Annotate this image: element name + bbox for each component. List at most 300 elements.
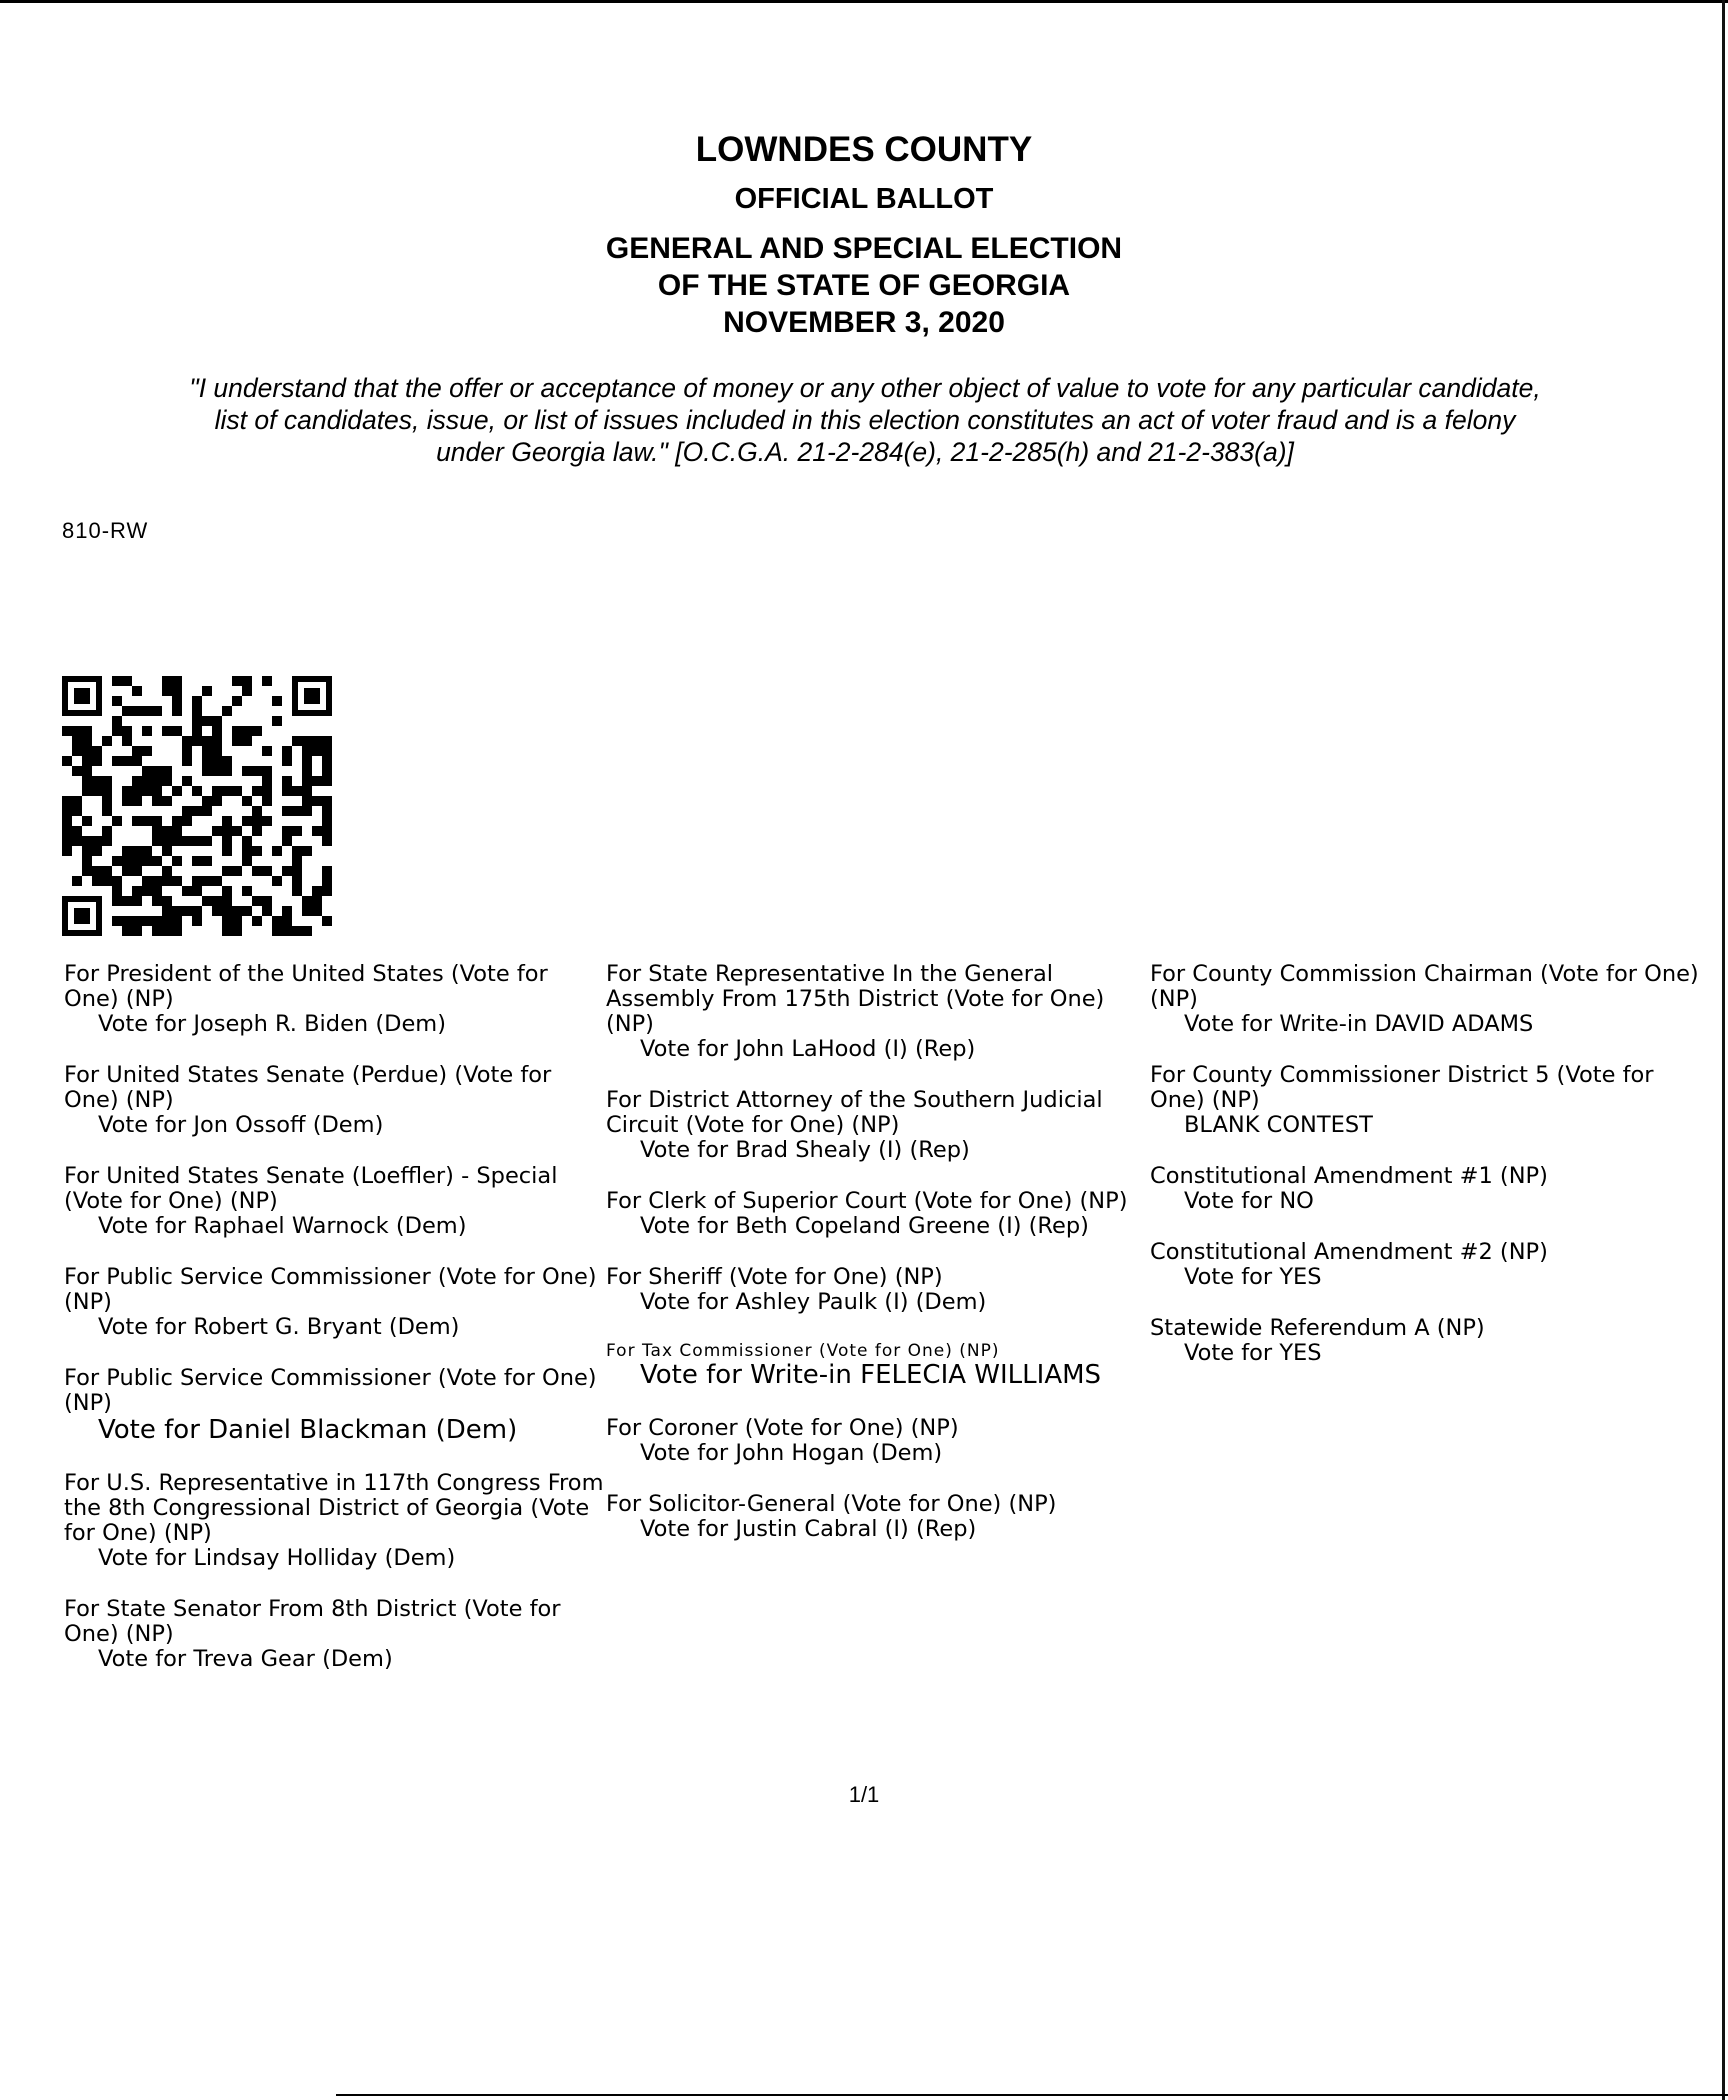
qr-module	[252, 816, 262, 826]
qr-module	[312, 776, 322, 786]
voter-fraud-notice	[60, 372, 1670, 468]
qr-module	[132, 746, 142, 756]
qr-module	[172, 836, 182, 846]
qr-module	[292, 736, 302, 746]
qr-module	[122, 676, 132, 686]
qr-module	[102, 806, 112, 816]
contest-selection: Vote for Treva Gear (Dem)	[98, 1646, 393, 1672]
qr-module	[322, 836, 332, 846]
qr-module	[322, 766, 332, 776]
contest-selection: Vote for YES	[1184, 1264, 1322, 1290]
qr-module	[322, 806, 332, 816]
contest-selection: Vote for Daniel Blackman (Dem)	[98, 1415, 518, 1445]
qr-module	[162, 826, 172, 836]
contest-title: For President of the United States (Vote for One) (NP)	[64, 961, 548, 1012]
qr-module	[62, 796, 72, 806]
qr-module	[262, 766, 272, 776]
qr-module	[212, 716, 222, 726]
qr-module	[82, 816, 92, 826]
qr-module	[222, 756, 232, 766]
qr-module	[252, 766, 262, 776]
qr-module	[62, 816, 72, 826]
qr-module	[112, 676, 122, 686]
qr-module	[142, 876, 152, 886]
contest-block	[606, 1189, 1146, 1239]
contest-block	[64, 1164, 604, 1239]
qr-module	[142, 916, 152, 926]
contest-title: For Solicitor-General (Vote for One) (NP)	[606, 1491, 1057, 1517]
qr-module	[142, 856, 152, 866]
contest-block	[1150, 962, 1710, 1037]
contest-selection: Vote for Lindsay Holliday (Dem)	[98, 1545, 456, 1571]
qr-module	[72, 806, 82, 816]
qr-module	[242, 726, 252, 736]
qr-module	[192, 876, 202, 886]
qr-module	[132, 776, 142, 786]
qr-module	[312, 736, 322, 746]
qr-module	[112, 816, 122, 826]
qr-module	[162, 906, 172, 916]
contest-title: For United States Senate (Perdue) (Vote for One) (NP)	[64, 1062, 552, 1113]
qr-module	[322, 886, 332, 896]
qr-module	[202, 806, 212, 816]
qr-module	[72, 746, 82, 756]
qr-module	[152, 896, 162, 906]
contest-block	[64, 962, 604, 1037]
qr-module	[252, 806, 262, 816]
qr-module	[232, 696, 242, 706]
qr-module	[162, 866, 172, 876]
qr-module	[152, 816, 162, 826]
qr-module	[272, 846, 282, 856]
qr-module	[292, 866, 302, 876]
qr-module	[322, 746, 332, 756]
qr-module	[252, 846, 262, 856]
contest-title: For County Commission Chairman (Vote for One) (NP)	[1150, 961, 1699, 1012]
qr-module	[102, 776, 112, 786]
qr-module	[162, 876, 172, 886]
qr-module	[192, 706, 202, 716]
qr-module	[112, 886, 122, 896]
qr-module	[82, 786, 92, 796]
qr-module	[302, 756, 312, 766]
qr-module	[272, 916, 282, 926]
qr-module	[192, 786, 202, 796]
notice-line-2: list of candidates, issue, or list of issues included in this election constitutes an act of voter fraud and is a felony	[214, 405, 1516, 435]
qr-module	[152, 926, 162, 936]
qr-module	[222, 706, 232, 716]
qr-module	[302, 746, 312, 756]
contest-block	[606, 1416, 1146, 1466]
qr-module	[92, 846, 102, 856]
qr-module	[122, 926, 132, 936]
qr-module	[232, 866, 242, 876]
qr-module	[72, 836, 82, 846]
qr-module	[82, 856, 92, 866]
election-name-line2: OF THE STATE OF GEORGIA	[657, 269, 1071, 302]
qr-module	[232, 676, 242, 686]
qr-module	[82, 756, 92, 766]
qr-module	[132, 786, 142, 796]
qr-code	[62, 676, 332, 936]
qr-module	[72, 796, 82, 806]
qr-module	[282, 746, 292, 756]
qr-module	[222, 786, 232, 796]
qr-module	[132, 846, 142, 856]
qr-module	[122, 706, 132, 716]
notice-line-1: "I understand that the offer or acceptance of money or any other object of value to vote for any particular candidate,	[189, 373, 1541, 403]
qr-module	[162, 726, 172, 736]
qr-module	[232, 906, 242, 916]
qr-module	[242, 736, 252, 746]
qr-module	[262, 816, 272, 826]
qr-module	[92, 756, 102, 766]
qr-module	[212, 786, 222, 796]
qr-module	[102, 736, 112, 746]
qr-module	[152, 786, 162, 796]
qr-module	[162, 916, 172, 926]
qr-module	[172, 916, 182, 926]
qr-module	[122, 896, 132, 906]
qr-module	[292, 846, 302, 856]
qr-module	[92, 836, 102, 846]
qr-finder-top-right	[292, 676, 332, 716]
scan-border-top	[0, 0, 1728, 3]
qr-module	[282, 836, 292, 846]
qr-module	[222, 866, 232, 876]
qr-module	[132, 926, 142, 936]
qr-module	[172, 786, 182, 796]
qr-module	[122, 786, 132, 796]
qr-module	[152, 766, 162, 776]
qr-module	[142, 706, 152, 716]
qr-module	[202, 836, 212, 846]
qr-module	[132, 896, 142, 906]
qr-module	[102, 796, 112, 806]
contest-selection: Vote for Robert G. Bryant (Dem)	[98, 1314, 460, 1340]
contest-title: For Public Service Commissioner (Vote for One) (NP)	[64, 1264, 597, 1315]
qr-module	[312, 826, 322, 836]
contest-block	[1150, 1240, 1710, 1290]
qr-module	[162, 766, 172, 776]
qr-module	[302, 776, 312, 786]
qr-module	[302, 806, 312, 816]
qr-module	[172, 706, 182, 716]
contest-title: For District Attorney of the Southern Judicial Circuit (Vote for One) (NP)	[606, 1087, 1103, 1138]
qr-module	[132, 866, 142, 876]
qr-module	[122, 726, 132, 736]
qr-module	[142, 766, 152, 776]
qr-module	[272, 696, 282, 706]
contest-block	[64, 1063, 604, 1138]
qr-module	[212, 766, 222, 776]
qr-module	[172, 856, 182, 866]
qr-module	[202, 746, 212, 756]
qr-module	[292, 826, 302, 836]
contest-block	[606, 962, 1146, 1062]
qr-finder-top-left	[62, 676, 102, 716]
qr-module	[82, 766, 92, 776]
qr-module	[292, 806, 302, 816]
qr-finder-bottom-left	[62, 896, 102, 936]
ballot-style-code: 810-RW	[62, 518, 149, 543]
qr-module	[322, 826, 332, 836]
notice-line-3: under Georgia law." [O.C.G.A. 21-2-284(e), 21-2-285(h) and 21-2-383(a)]	[436, 437, 1294, 467]
qr-module	[112, 916, 122, 926]
qr-module	[302, 906, 312, 916]
qr-module	[222, 816, 232, 826]
qr-module	[132, 756, 142, 766]
contest-column-1	[64, 962, 604, 1698]
qr-module	[312, 886, 322, 896]
qr-module	[282, 776, 292, 786]
qr-module	[312, 896, 322, 906]
contest-selection: Vote for Brad Shealy (I) (Rep)	[640, 1137, 970, 1163]
qr-module	[132, 816, 142, 826]
qr-module	[122, 856, 132, 866]
qr-module	[322, 756, 332, 766]
qr-module	[292, 886, 302, 896]
qr-module	[132, 796, 142, 806]
qr-module	[222, 886, 232, 896]
contest-block	[606, 1088, 1146, 1163]
qr-module	[132, 886, 142, 896]
qr-module	[142, 726, 152, 736]
qr-module	[292, 856, 302, 866]
qr-module	[192, 726, 202, 736]
qr-module	[262, 776, 272, 786]
qr-module	[162, 686, 172, 696]
qr-module	[92, 776, 102, 786]
qr-module	[112, 856, 122, 866]
qr-module	[162, 836, 172, 846]
qr-module	[82, 746, 92, 756]
qr-module	[252, 726, 262, 736]
qr-module	[202, 796, 212, 806]
contest-title: For State Senator From 8th District (Vote for One) (NP)	[64, 1596, 561, 1647]
qr-module	[112, 726, 122, 736]
contest-column-3	[1150, 962, 1710, 1392]
qr-module	[102, 876, 112, 886]
contest-column-2	[606, 962, 1146, 1568]
qr-module	[262, 676, 272, 686]
contest-title: Constitutional Amendment #2 (NP)	[1150, 1239, 1548, 1265]
contest-selection: Vote for YES	[1184, 1340, 1322, 1366]
qr-module	[152, 826, 162, 836]
qr-module	[112, 716, 122, 726]
contest-selection: Vote for Joseph R. Biden (Dem)	[98, 1011, 446, 1037]
qr-module	[142, 886, 152, 896]
qr-module	[202, 716, 212, 726]
qr-module	[172, 926, 182, 936]
qr-module	[322, 736, 332, 746]
qr-module	[232, 826, 242, 836]
qr-module	[172, 696, 182, 706]
qr-module	[252, 826, 262, 836]
qr-module	[82, 776, 92, 786]
contest-title: For Sheriff (Vote for One) (NP)	[606, 1264, 943, 1290]
qr-module	[192, 886, 202, 896]
contest-title: For State Representative In the General Assembly From 175th District (Vote for One) (NP)	[606, 961, 1105, 1037]
qr-module	[112, 696, 122, 706]
qr-module	[122, 846, 132, 856]
contest-block	[64, 1265, 604, 1340]
qr-module	[272, 716, 282, 726]
qr-module	[202, 686, 212, 696]
qr-module	[162, 846, 172, 856]
contest-selection: Vote for Write-in DAVID ADAMS	[1184, 1011, 1534, 1037]
qr-module	[212, 826, 222, 836]
contest-title: Statewide Referendum A (NP)	[1150, 1315, 1485, 1341]
qr-module	[172, 676, 182, 686]
qr-module	[322, 796, 332, 806]
qr-module	[182, 836, 192, 846]
contest-block	[1150, 1063, 1710, 1138]
contest-block	[606, 1265, 1146, 1315]
qr-module	[72, 726, 82, 736]
qr-module	[312, 796, 322, 806]
qr-module	[152, 876, 162, 886]
qr-module	[192, 716, 202, 726]
qr-module	[102, 826, 112, 836]
qr-module	[202, 766, 212, 776]
qr-module	[222, 906, 232, 916]
qr-module	[142, 816, 152, 826]
page-number: 1/1	[848, 1782, 880, 1807]
qr-module	[92, 876, 102, 886]
qr-module	[172, 876, 182, 886]
contest-block	[606, 1492, 1146, 1542]
contest-block	[1150, 1164, 1710, 1214]
contest-title: For County Commissioner District 5 (Vote for One) (NP)	[1150, 1062, 1654, 1113]
qr-module	[272, 876, 282, 886]
contest-block	[64, 1366, 604, 1445]
qr-module	[312, 906, 322, 916]
qr-module	[112, 756, 122, 766]
qr-module	[282, 756, 292, 766]
qr-module	[242, 676, 252, 686]
qr-module	[192, 836, 202, 846]
qr-module	[182, 736, 192, 746]
qr-module	[292, 876, 302, 886]
qr-module	[232, 926, 242, 936]
qr-module	[172, 816, 182, 826]
qr-module	[292, 786, 302, 796]
contest-block	[64, 1471, 604, 1571]
qr-module	[172, 826, 182, 836]
qr-module	[72, 736, 82, 746]
qr-module	[262, 896, 272, 906]
qr-module	[262, 796, 272, 806]
qr-module	[202, 736, 212, 746]
qr-module	[152, 856, 162, 866]
qr-module	[322, 866, 332, 876]
qr-module	[242, 766, 252, 776]
qr-module	[92, 746, 102, 756]
qr-module	[162, 776, 172, 786]
qr-module	[162, 926, 172, 936]
qr-module	[92, 866, 102, 876]
qr-module	[62, 826, 72, 836]
qr-module	[152, 916, 162, 926]
qr-module	[222, 916, 232, 926]
qr-module	[152, 836, 162, 846]
qr-module	[232, 736, 242, 746]
qr-module	[222, 896, 232, 906]
contest-block	[606, 1341, 1146, 1390]
county-title: LOWNDES COUNTY	[695, 130, 1033, 169]
qr-module	[62, 726, 72, 736]
qr-module	[112, 896, 122, 906]
contest-block	[1150, 1316, 1710, 1366]
qr-module	[152, 776, 162, 786]
qr-module	[132, 916, 142, 926]
qr-module	[242, 796, 252, 806]
qr-module	[192, 856, 202, 866]
qr-module	[272, 926, 282, 936]
scan-border-bottom	[336, 2094, 1728, 2096]
qr-module	[302, 846, 312, 856]
qr-module	[282, 926, 292, 936]
qr-module	[242, 856, 252, 866]
qr-module	[72, 766, 82, 776]
qr-module	[282, 916, 292, 926]
qr-module	[322, 816, 332, 826]
qr-module	[122, 796, 132, 806]
qr-module	[122, 756, 132, 766]
contest-selection: Vote for Justin Cabral (I) (Rep)	[640, 1516, 977, 1542]
contest-selection: Vote for Beth Copeland Greene (I) (Rep)	[640, 1213, 1089, 1239]
qr-module	[302, 786, 312, 796]
qr-module	[102, 786, 112, 796]
qr-module	[192, 696, 202, 706]
qr-module	[312, 746, 322, 756]
qr-module	[212, 796, 222, 806]
qr-module	[302, 766, 312, 776]
qr-module	[292, 926, 302, 936]
contest-selection: Vote for Write-in FELECIA WILLIAMS	[640, 1360, 1102, 1390]
qr-module	[82, 736, 92, 746]
contest-selection: Vote for Raphael Warnock (Dem)	[98, 1213, 467, 1239]
contest-title: For Public Service Commissioner (Vote for One) (NP)	[64, 1365, 597, 1416]
qr-module	[262, 786, 272, 796]
qr-module	[232, 916, 242, 926]
qr-module	[282, 826, 292, 836]
qr-module	[302, 736, 312, 746]
qr-module	[212, 906, 222, 916]
qr-module	[322, 876, 332, 886]
qr-module	[212, 876, 222, 886]
qr-module	[222, 926, 232, 936]
qr-module	[102, 866, 112, 876]
qr-module	[182, 816, 192, 826]
qr-module	[242, 846, 252, 856]
contest-selection: Vote for John Hogan (Dem)	[640, 1440, 943, 1466]
qr-module	[162, 796, 172, 806]
qr-module	[92, 786, 102, 796]
qr-module	[282, 906, 292, 916]
qr-module	[62, 756, 72, 766]
qr-module	[172, 906, 182, 916]
qr-module	[212, 736, 222, 746]
qr-module	[132, 856, 142, 866]
qr-module	[82, 866, 92, 876]
contest-block	[64, 1597, 604, 1672]
qr-module	[242, 886, 252, 896]
qr-module	[262, 746, 272, 756]
qr-module	[242, 816, 252, 826]
qr-module	[302, 796, 312, 806]
